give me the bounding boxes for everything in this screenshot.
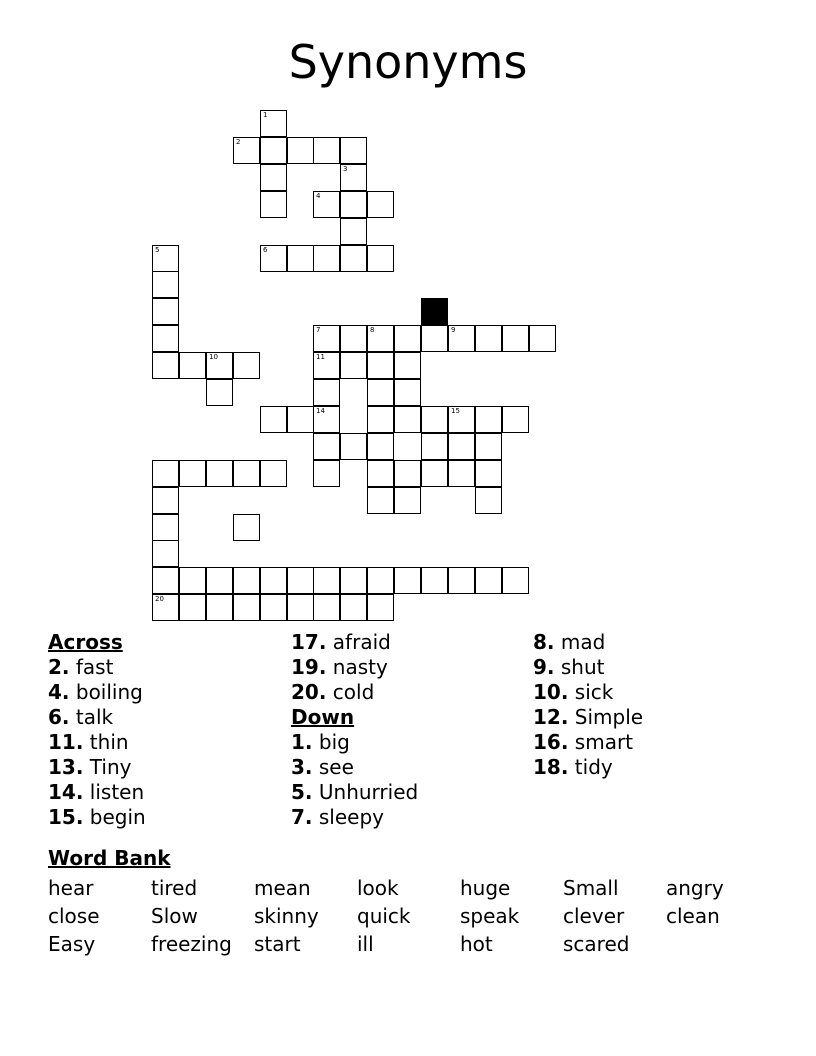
grid-cell — [152, 514, 179, 541]
grid-cell — [367, 567, 394, 594]
word-bank-word: Easy — [48, 932, 96, 956]
grid-cell — [260, 245, 287, 272]
clue-number: 9 — [451, 326, 456, 334]
grid-cell — [448, 460, 475, 487]
grid-cell — [179, 594, 206, 621]
grid-cell — [394, 567, 421, 594]
grid-cell — [233, 352, 260, 379]
clue-down-3: 3. see — [291, 755, 354, 779]
grid-cell — [313, 406, 340, 433]
grid-cell — [152, 325, 179, 352]
grid-cell — [287, 137, 314, 164]
grid-cell — [206, 352, 233, 379]
grid-cell — [313, 245, 340, 272]
grid-cell — [448, 406, 475, 433]
grid-cell — [421, 406, 448, 433]
grid-cell — [233, 514, 260, 541]
grid-cell — [529, 325, 556, 352]
clue-number: 5 — [155, 246, 160, 254]
clue-down-18: 18. tidy — [533, 755, 613, 779]
grid-cell — [367, 352, 394, 379]
clue-down-16: 16. smart — [533, 730, 634, 754]
grid-cell — [152, 460, 179, 487]
grid-cell — [502, 567, 529, 594]
clue-down-1: 1. big — [291, 730, 350, 754]
grid-cell — [179, 352, 206, 379]
grid-cell — [206, 567, 233, 594]
clue-number: 14 — [316, 407, 325, 415]
clue-number: 1 — [263, 111, 268, 119]
grid-cell — [502, 406, 529, 433]
grid-cell — [233, 594, 260, 621]
grid-cell — [152, 567, 179, 594]
grid-cell — [340, 352, 367, 379]
word-bank-word: close — [48, 904, 100, 928]
clues-column-2 — [291, 630, 418, 830]
word-bank — [48, 874, 768, 958]
clue-across-17: 17. afraid — [291, 630, 391, 654]
grid-cell — [448, 325, 475, 352]
grid-cell — [340, 245, 367, 272]
grid-cell — [152, 487, 179, 514]
grid-cell — [313, 379, 340, 406]
clue-number: 2 — [236, 138, 241, 146]
grid-cell — [152, 271, 179, 298]
grid-cell — [313, 137, 340, 164]
clue-across-19: 19. nasty — [291, 655, 388, 679]
grid-cell — [260, 191, 287, 218]
clue-across-14: 14. listen — [48, 780, 145, 804]
clue-down-8: 8. mad — [533, 630, 606, 654]
grid-cell — [152, 245, 179, 272]
grid-cell — [340, 594, 367, 621]
grid-cell — [340, 567, 367, 594]
grid-cell — [287, 594, 314, 621]
clue-number: 20 — [155, 595, 164, 603]
grid-cell — [260, 406, 287, 433]
grid-cell — [179, 460, 206, 487]
clue-number: 7 — [316, 326, 321, 334]
grid-cell — [367, 460, 394, 487]
grid-cell — [475, 487, 502, 514]
clue-across-15: 15. begin — [48, 805, 146, 829]
clue-down-7: 7. sleepy — [291, 805, 384, 829]
clue-number: 11 — [316, 353, 325, 361]
across-heading: Across — [48, 630, 123, 654]
word-bank-word: scared — [563, 932, 630, 956]
word-bank-word: ill — [357, 932, 374, 956]
clue-down-12: 12. Simple — [533, 705, 644, 729]
grid-cell — [206, 594, 233, 621]
grid-cell — [233, 460, 260, 487]
clue-across-2: 2. fast — [48, 655, 114, 679]
word-bank-word: speak — [460, 904, 520, 928]
grid-cell — [313, 433, 340, 460]
grid-cell — [340, 191, 367, 218]
word-bank-word: freezing — [151, 932, 232, 956]
grid-cell — [475, 460, 502, 487]
down-heading: Down — [291, 705, 355, 729]
clue-number: 10 — [209, 353, 218, 361]
grid-cell — [313, 594, 340, 621]
clue-down-10: 10. sick — [533, 680, 614, 704]
grid-cell — [287, 567, 314, 594]
grid-cell — [475, 433, 502, 460]
grid-cell — [394, 460, 421, 487]
grid-cell — [260, 164, 287, 191]
word-bank-word: Slow — [151, 904, 198, 928]
grid-cell — [260, 137, 287, 164]
word-bank-title: Word Bank — [48, 846, 171, 870]
word-bank-word: Small — [563, 876, 619, 900]
clue-down-5: 5. Unhurried — [291, 780, 419, 804]
grid-cell — [152, 352, 179, 379]
clues-column-1 — [48, 630, 146, 830]
grid-cell — [313, 567, 340, 594]
grid-cell — [260, 567, 287, 594]
word-bank-word: clever — [563, 904, 625, 928]
grid-cell — [367, 406, 394, 433]
clue-across-6: 6. talk — [48, 705, 114, 729]
clue-across-4: 4. boiling — [48, 680, 143, 704]
grid-cell — [179, 567, 206, 594]
grid-cell — [421, 433, 448, 460]
word-bank-word: angry — [666, 876, 724, 900]
grid-cell — [394, 325, 421, 352]
grid-cell — [313, 460, 340, 487]
grid-cell — [448, 567, 475, 594]
grid-cell — [367, 487, 394, 514]
word-bank-word: skinny — [254, 904, 319, 928]
word-bank-word: tired — [151, 876, 198, 900]
grid-cell — [421, 460, 448, 487]
grid-cell — [421, 567, 448, 594]
page-title: Synonyms — [288, 35, 528, 89]
word-bank-word: look — [357, 876, 399, 900]
grid-cell — [340, 433, 367, 460]
grid-cell — [152, 298, 179, 325]
grid-cell — [394, 406, 421, 433]
clue-across-13: 13. Tiny — [48, 755, 132, 779]
grid-cell — [340, 164, 367, 191]
grid-cell — [367, 379, 394, 406]
grid-cell — [260, 110, 287, 137]
grid-cell — [152, 594, 179, 621]
grid-cell — [260, 460, 287, 487]
clue-number: 15 — [451, 407, 460, 415]
word-bank-word: quick — [357, 904, 411, 928]
grid-cell — [313, 352, 340, 379]
grid-cell — [394, 352, 421, 379]
grid-cell — [475, 406, 502, 433]
grid-cell — [475, 567, 502, 594]
grid-cell — [340, 325, 367, 352]
word-bank-row — [48, 874, 768, 902]
grid-cell — [313, 325, 340, 352]
grid-cell — [367, 594, 394, 621]
clue-number: 4 — [316, 192, 321, 200]
grid-cell — [475, 325, 502, 352]
clue-across-20: 20. cold — [291, 680, 375, 704]
grid-cell — [394, 379, 421, 406]
grid-cell — [367, 245, 394, 272]
grid-cell — [233, 137, 260, 164]
clue-number: 3 — [343, 165, 348, 173]
word-bank-word: mean — [254, 876, 311, 900]
grid-black-cell — [421, 298, 448, 325]
word-bank-row — [48, 902, 768, 930]
grid-cell — [340, 218, 367, 245]
grid-cell — [233, 567, 260, 594]
grid-cell — [367, 325, 394, 352]
grid-cell — [340, 137, 367, 164]
word-bank-word: start — [254, 932, 301, 956]
grid-cell — [260, 594, 287, 621]
grid-cell — [313, 191, 340, 218]
grid-cell — [421, 325, 448, 352]
grid-cell — [367, 433, 394, 460]
grid-cell — [287, 406, 314, 433]
grid-cell — [367, 191, 394, 218]
grid-cell — [287, 245, 314, 272]
grid-cell — [394, 487, 421, 514]
grid-cell — [152, 540, 179, 567]
clue-number: 6 — [263, 246, 268, 254]
word-bank-word: huge — [460, 876, 511, 900]
word-bank-word: hear — [48, 876, 94, 900]
word-bank-word: clean — [666, 904, 720, 928]
clue-across-11: 11. thin — [48, 730, 129, 754]
clues-column-3 — [533, 630, 643, 780]
grid-cell — [448, 433, 475, 460]
clue-down-9: 9. shut — [533, 655, 605, 679]
grid-cell — [502, 325, 529, 352]
grid-cell — [206, 460, 233, 487]
clue-number: 8 — [370, 326, 375, 334]
word-bank-row — [48, 930, 768, 958]
word-bank-word: hot — [460, 932, 493, 956]
grid-cell — [206, 379, 233, 406]
